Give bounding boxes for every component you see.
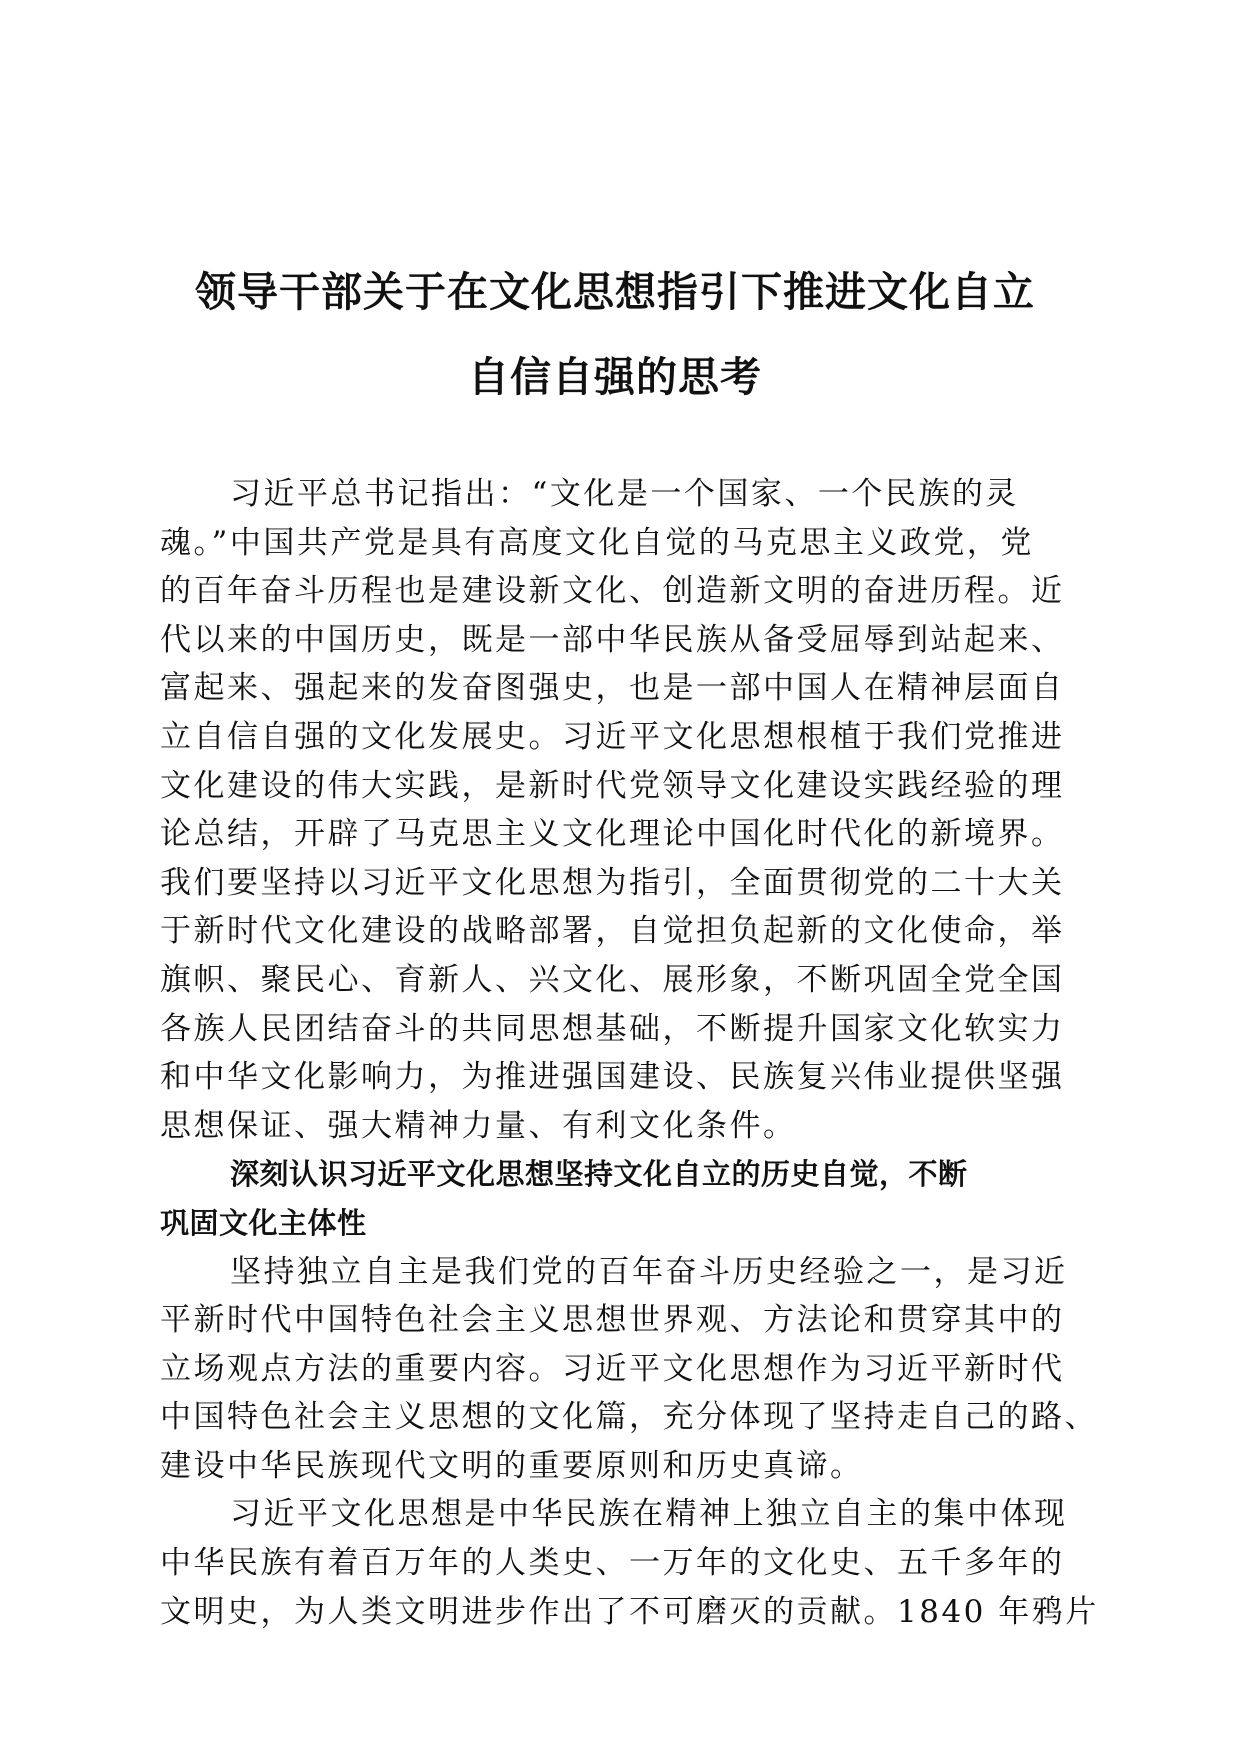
paragraph-1-line: 于新时代文化建设的战略部署，自觉担负起新的文化使命，举 [160,913,1065,950]
document-title [150,250,1080,420]
paragraph-1-line: 旗帜、聚民心、育新人、兴文化、展形象，不断巩固全党全国 [160,961,1065,998]
paragraph-3-line: 习近平文化思想是中华民族在精神上独立自主的集中体现 [230,1496,1068,1533]
paragraph-1-line: 和中华文化影响力，为推进强国建设、民族复兴伟业提供坚强 [160,1059,1065,1096]
title-line-1: 领导干部关于在文化思想指引下推进文化自立 [195,268,1035,316]
paragraph-1-line: 富起来、强起来的发奋图强史，也是一部中国人在精神层面自 [160,670,1065,707]
paragraph-2-line: 立场观点方法的重要内容。习近平文化思想作为习近平新时代 [160,1350,1065,1387]
paragraph-2-line: 中国特色社会主义思想的文化篇，充分体现了坚持走自己的路、 [160,1399,1098,1436]
paragraph-1-line: 立自信自强的文化发展史。习近平文化思想根植于我们党推进 [160,718,1065,755]
paragraph-3-line: 中华民族有着百万年的人类史、一万年的文化史、五千多年的 [160,1545,1065,1582]
paragraph-1-line: 各族人民团结奋斗的共同思想基础，不断提升国家文化软实力 [160,1010,1065,1047]
paragraph-3-line: 文明史，为人类文明进步作出了不可磨灭的贡献。1840 年鸦片 [160,1593,1099,1630]
paragraph-1-line: 习近平总书记指出：“文化是一个国家、一个民族的灵 [230,476,1019,512]
paragraph-2-line: 坚持独立自主是我们党的百年奋斗历史经验之一，是习近 [230,1253,1068,1290]
section-heading-line: 巩固文化主体性 [160,1205,367,1240]
document-body [160,470,1099,1636]
paragraph-1-line: 文化建设的伟大实践，是新时代党领导文化建设实践经验的理 [160,767,1065,804]
paragraph-1-line: 代以来的中国历史，既是一部中华民族从备受屈辱到站起来、 [160,621,1065,658]
title-line-2: 自信自强的思考 [468,353,762,401]
section-heading-line: 深刻认识习近平文化思想坚持文化自立的历史自觉，不断 [230,1157,968,1192]
paragraph-1-line: 的百年奋斗历程也是建设新文化、创造新文明的奋进历程。近 [160,573,1065,610]
paragraph-2-line: 平新时代中国特色社会主义思想世界观、方法论和贯穿其中的 [160,1302,1065,1339]
paragraph-1-line: 论总结，开辟了马克思主义文化理论中国化时代化的新境界。 [160,816,1065,853]
paragraph-1-line: 思想保证、强大精神力量、有利文化条件。 [160,1107,797,1144]
paragraph-1-line: 我们要坚持以习近平文化思想为指引，全面贯彻党的二十大关 [160,864,1065,901]
paragraph-2-line: 建设中华民族现代文明的重要原则和历史真谛。 [160,1447,864,1484]
paragraph-1-line: 魂。”中国共产党是具有高度文化自觉的马克思主义政党，党 [160,524,1034,561]
